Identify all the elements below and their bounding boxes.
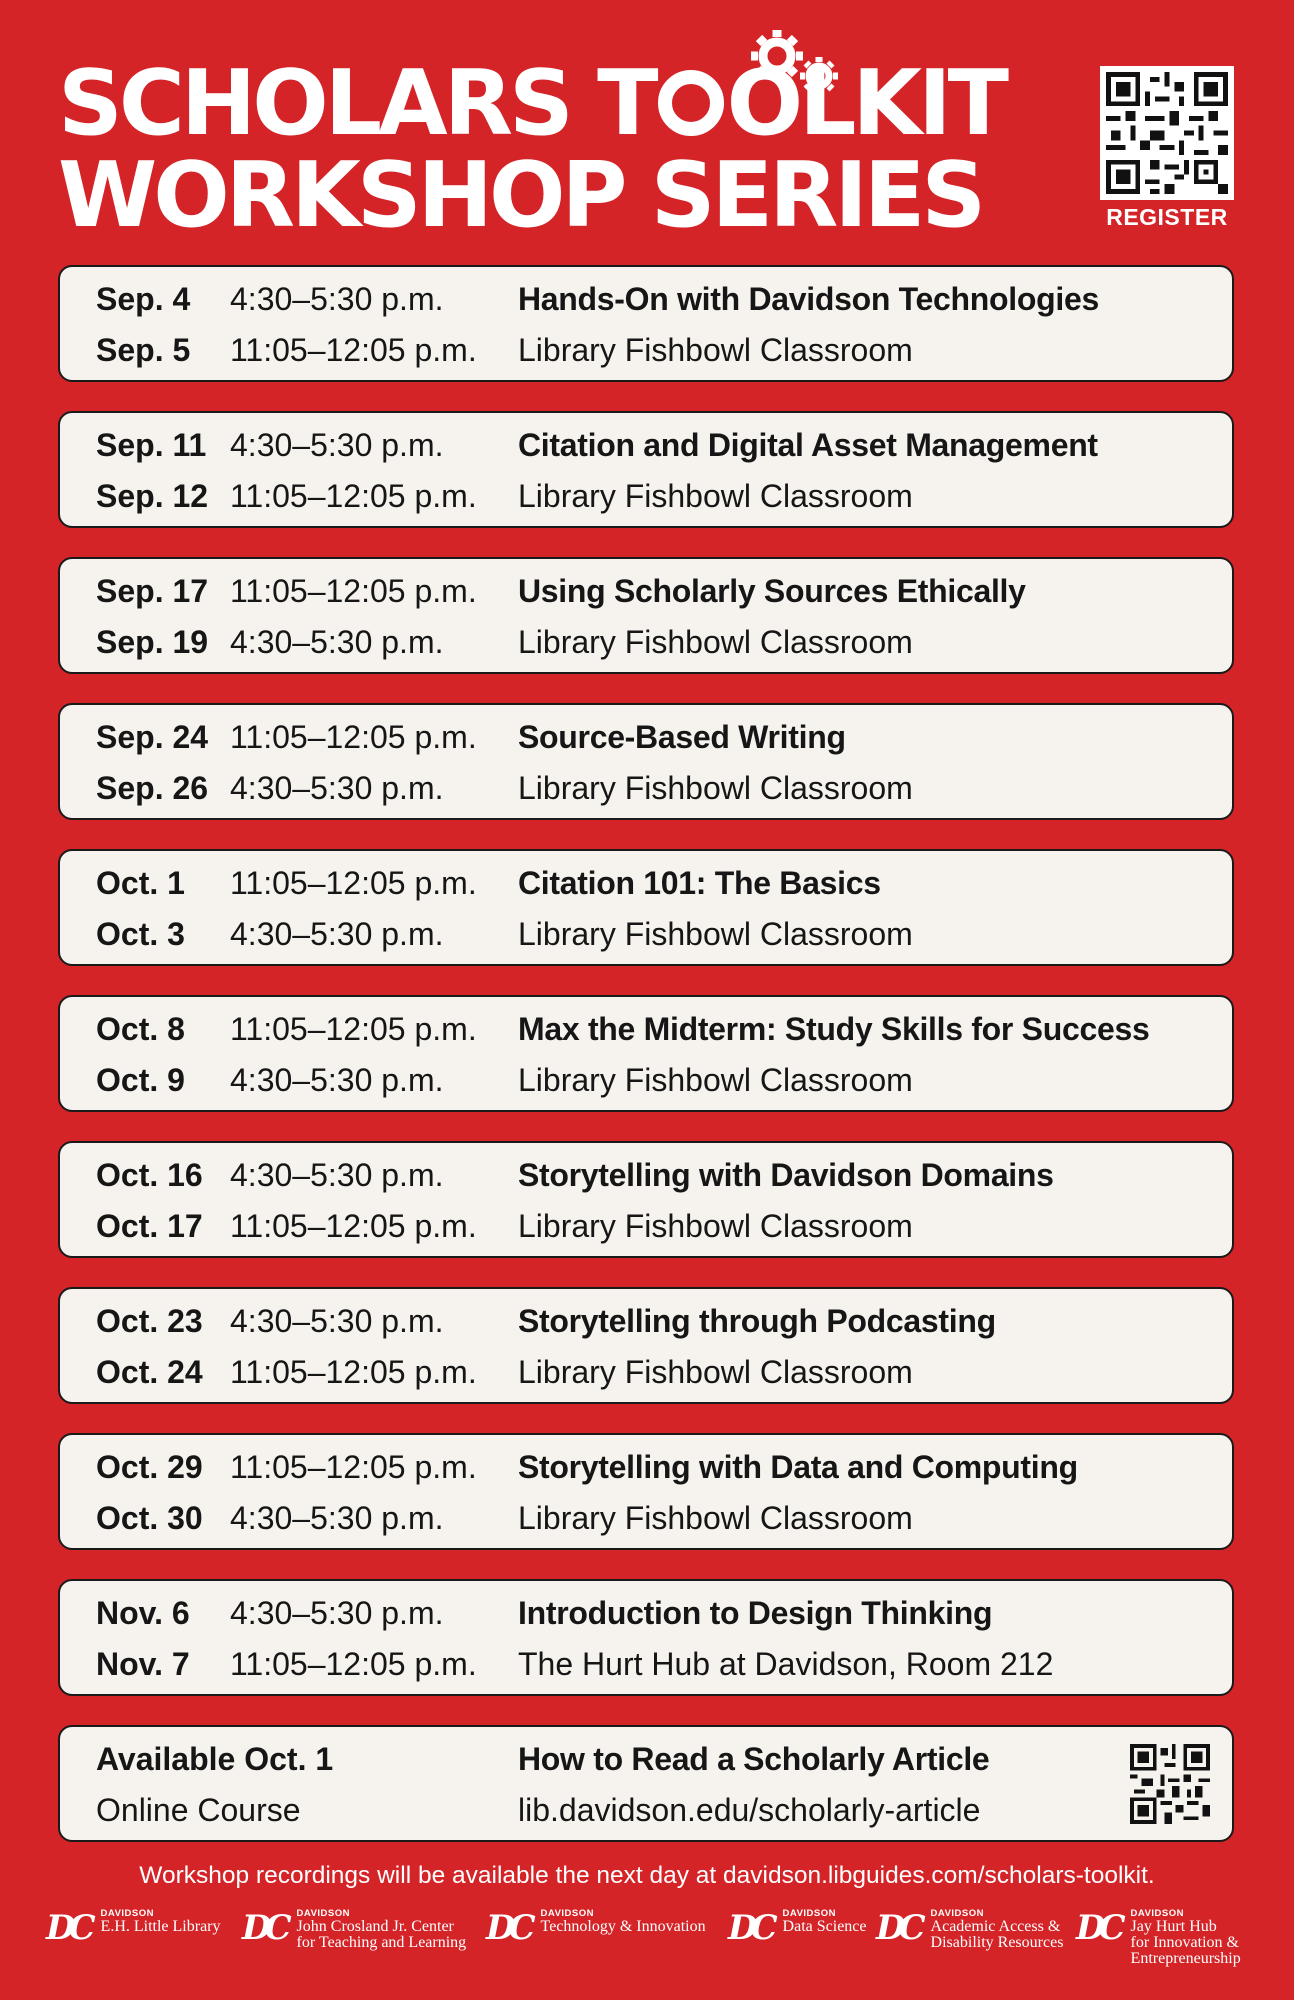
session-date-1: Sep. 24 (96, 719, 209, 755)
session-time-1: 4:30–5:30 p.m. (230, 1595, 444, 1631)
title-text-part-2: OLKIT (726, 51, 1006, 156)
workshop-location: Library Fishbowl Classroom (518, 1208, 913, 1244)
session-time-2: 4:30–5:30 p.m. (230, 770, 444, 806)
page-title-line-1 (58, 51, 1058, 156)
logo-academic-access (876, 1908, 1063, 1951)
session-time-1: 11:05–12:05 p.m. (230, 573, 477, 609)
logo-top-text: DAVIDSON (540, 1908, 594, 1919)
workshop-card (58, 1287, 1234, 1404)
workshop-location: Library Fishbowl Classroom (518, 770, 913, 806)
logo-line: Disability Resources (930, 1934, 1064, 1951)
session-date-2: Oct. 9 (96, 1062, 185, 1098)
session-time-2: 4:30–5:30 p.m. (230, 1062, 444, 1098)
workshop-location: Library Fishbowl Classroom (518, 624, 913, 660)
logo-top-text: DAVIDSON (782, 1908, 836, 1919)
workshop-card (58, 1141, 1234, 1258)
online-course-url[interactable]: lib.davidson.edu/scholarly-article (518, 1792, 981, 1828)
workshop-location: Library Fishbowl Classroom (518, 332, 913, 368)
workshop-title: Using Scholarly Sources Ethically (518, 573, 1026, 609)
workshop-card (58, 849, 1234, 966)
logo-line: Entrepreneurship (1130, 1950, 1241, 1967)
session-time-1: 4:30–5:30 p.m. (230, 427, 444, 463)
logo-line: John Crosland Jr. Center (296, 1918, 454, 1935)
workshop-location: Library Fishbowl Classroom (518, 1354, 913, 1390)
davidson-dc-icon: DC (876, 1908, 919, 1948)
session-date-2: Sep. 12 (96, 478, 209, 514)
session-time-2: 11:05–12:05 p.m. (230, 1208, 477, 1244)
logo-line: Jay Hurt Hub (1130, 1918, 1217, 1935)
logo-library (46, 1908, 221, 1946)
davidson-dc-icon: DC (46, 1908, 89, 1948)
logo-top-text: DAVIDSON (100, 1908, 154, 1919)
session-date-2: Sep. 26 (96, 770, 209, 806)
session-time-1: 11:05–12:05 p.m. (230, 865, 477, 901)
session-date-1: Oct. 8 (96, 1011, 185, 1047)
session-time-2: 4:30–5:30 p.m. (230, 624, 444, 660)
gear-o-icon (658, 70, 724, 136)
workshop-list (58, 265, 1234, 1871)
davidson-dc-icon: DC (486, 1908, 529, 1948)
workshop-card (58, 1433, 1234, 1550)
online-format: Online Course (96, 1792, 301, 1828)
session-date-2: Sep. 19 (96, 624, 209, 660)
session-date-1: Sep. 4 (96, 281, 191, 317)
session-date-2: Oct. 17 (96, 1208, 203, 1244)
register-label[interactable]: REGISTER (1106, 204, 1228, 230)
session-date-2: Oct. 30 (96, 1500, 203, 1536)
course-qr-code-icon[interactable] (1130, 1744, 1210, 1824)
workshop-card (58, 265, 1234, 382)
workshop-title: Storytelling through Podcasting (518, 1303, 996, 1339)
logo-line: for Teaching and Learning (296, 1934, 467, 1951)
workshop-title: Storytelling with Data and Computing (518, 1449, 1078, 1485)
session-date-1: Oct. 1 (96, 865, 185, 901)
session-time-2: 11:05–12:05 p.m. (230, 478, 477, 514)
davidson-dc-icon: DC (242, 1908, 285, 1948)
session-date-1: Sep. 11 (96, 427, 207, 463)
workshop-card (58, 557, 1234, 674)
session-time-1: 4:30–5:30 p.m. (230, 281, 444, 317)
davidson-dc-icon: DC (1076, 1908, 1119, 1948)
online-availability: Available Oct. 1 (96, 1741, 334, 1777)
online-course-title: How to Read a Scholarly Article (518, 1741, 990, 1777)
gears-icon (743, 20, 853, 110)
davidson-dc-icon: DC (728, 1908, 771, 1948)
workshop-title: Citation 101: The Basics (518, 865, 881, 901)
register-qr-block[interactable] (1100, 66, 1234, 231)
workshop-location: Library Fishbowl Classroom (518, 1500, 913, 1536)
workshop-title: Hands-On with Davidson Technologies (518, 281, 1099, 317)
workshop-card (58, 995, 1234, 1112)
session-time-1: 11:05–12:05 p.m. (230, 719, 477, 755)
online-course-card (58, 1725, 1234, 1842)
workshop-card (58, 1579, 1234, 1696)
session-date-2: Oct. 24 (96, 1354, 203, 1390)
workshop-card (58, 411, 1234, 528)
logo-line: Technology & Innovation (540, 1918, 706, 1935)
session-time-2: 11:05–12:05 p.m. (230, 1354, 477, 1390)
session-date-2: Sep. 5 (96, 332, 191, 368)
logo-line: Data Science (782, 1918, 867, 1935)
sponsor-logos (46, 1908, 1256, 1988)
session-time-2: 11:05–12:05 p.m. (230, 1646, 477, 1682)
workshop-title: Storytelling with Davidson Domains (518, 1157, 1054, 1193)
workshop-title: Max the Midterm: Study Skills for Success (518, 1011, 1150, 1047)
workshop-card (58, 703, 1234, 820)
logo-top-text: DAVIDSON (296, 1908, 350, 1919)
workshop-title: Source-Based Writing (518, 719, 846, 755)
logo-data-science (728, 1908, 867, 1946)
session-date-2: Oct. 3 (96, 916, 185, 952)
logo-line: E.H. Little Library (100, 1918, 221, 1935)
logo-top-text: DAVIDSON (930, 1908, 984, 1919)
workshop-title: Citation and Digital Asset Management (518, 427, 1098, 463)
recordings-note: Workshop recordings will be available the next day at davidson.libguides.com/scholars-toolkit. (139, 1862, 1155, 1889)
logo-teaching-center (242, 1908, 466, 1951)
register-qr-code-icon[interactable] (1100, 66, 1234, 200)
logo-top-text: DAVIDSON (1130, 1908, 1184, 1919)
page-title-line-2: WORKSHOP SERIES (58, 143, 983, 248)
session-time-1: 11:05–12:05 p.m. (230, 1011, 477, 1047)
session-date-1: Oct. 16 (96, 1157, 203, 1193)
session-date-1: Oct. 29 (96, 1449, 203, 1485)
logo-line: Academic Access & (930, 1918, 1061, 1935)
session-time-1: 4:30–5:30 p.m. (230, 1303, 444, 1339)
session-time-2: 11:05–12:05 p.m. (230, 332, 477, 368)
session-date-1: Oct. 23 (96, 1303, 203, 1339)
workshop-location: The Hurt Hub at Davidson, Room 212 (518, 1646, 1054, 1682)
workshop-location: Library Fishbowl Classroom (518, 916, 913, 952)
workshop-location: Library Fishbowl Classroom (518, 1062, 913, 1098)
session-time-1: 4:30–5:30 p.m. (230, 1157, 444, 1193)
title-text-part-1: SCHOLARS T (58, 51, 655, 156)
session-time-1: 11:05–12:05 p.m. (230, 1449, 477, 1485)
logo-line: for Innovation & (1130, 1934, 1239, 1951)
session-time-2: 4:30–5:30 p.m. (230, 916, 444, 952)
session-date-2: Nov. 7 (96, 1646, 190, 1682)
session-date-1: Nov. 6 (96, 1595, 190, 1631)
logo-technology (486, 1908, 706, 1946)
logo-hurt-hub (1076, 1908, 1241, 1967)
workshop-title: Introduction to Design Thinking (518, 1595, 993, 1631)
session-date-1: Sep. 17 (96, 573, 209, 609)
workshop-location: Library Fishbowl Classroom (518, 478, 913, 514)
header (58, 51, 1058, 248)
session-time-2: 4:30–5:30 p.m. (230, 1500, 444, 1536)
